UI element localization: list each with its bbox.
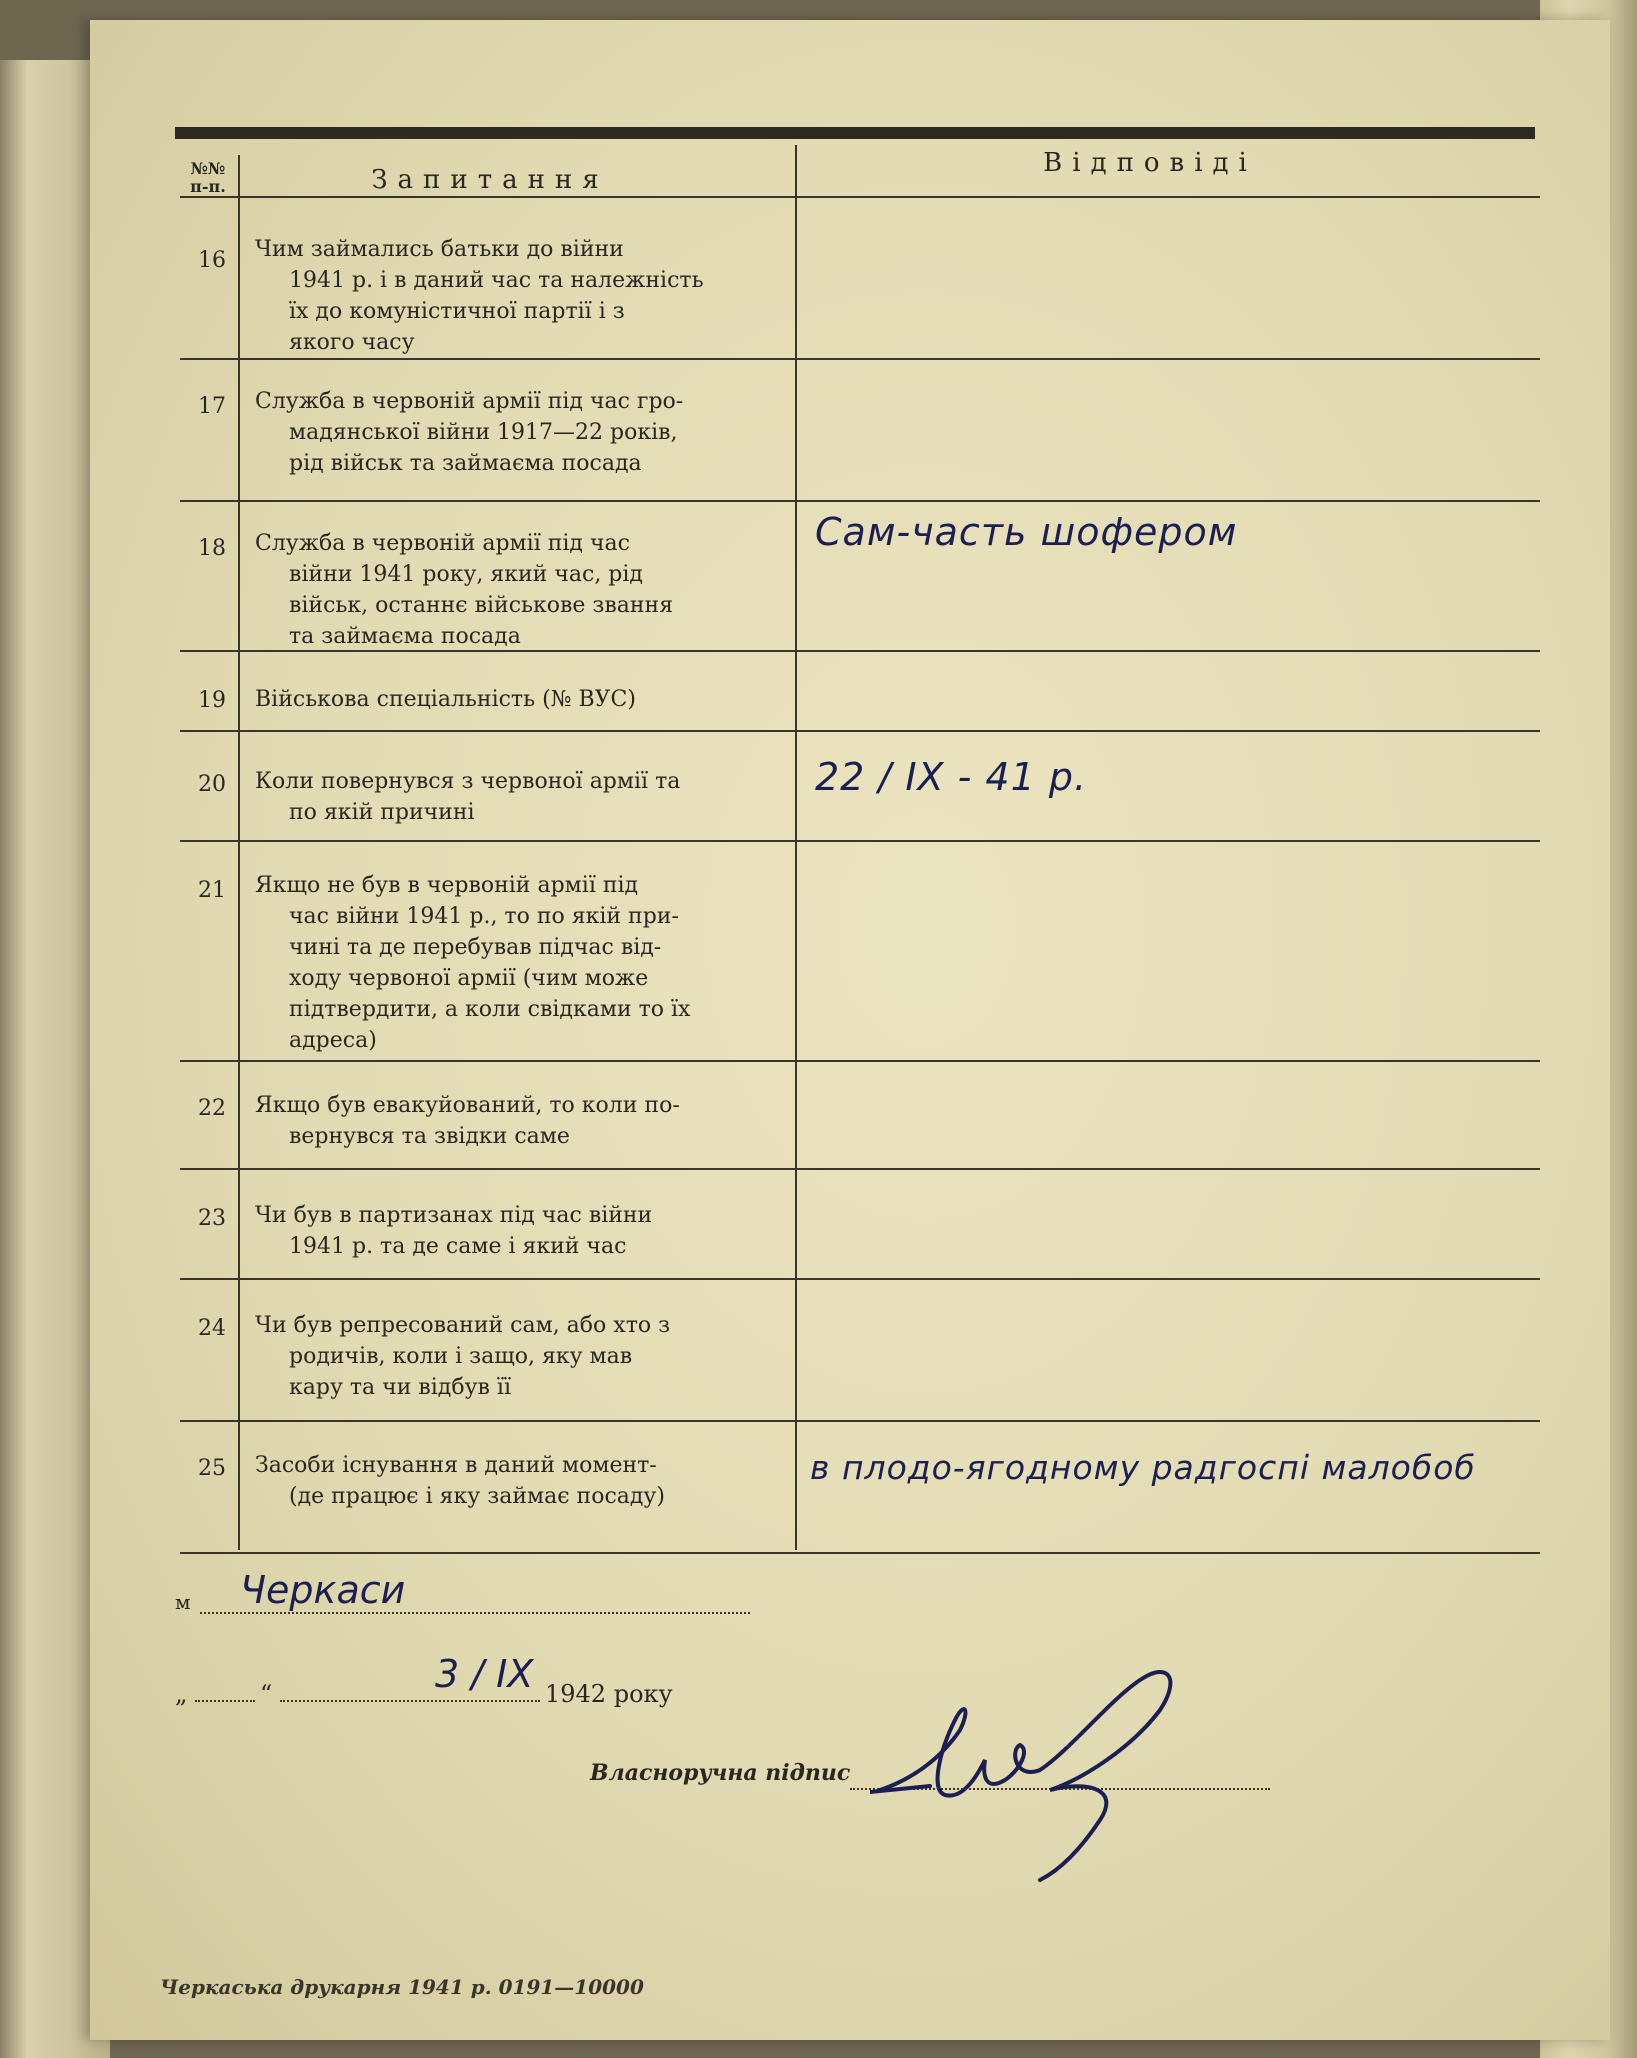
row-question: Чи був в партизанах під час війни 1941 р. та де саме і який час: [255, 1203, 653, 1259]
form-page: [90, 20, 1610, 2040]
answer-handwritten: Сам-часть шофером: [815, 510, 1238, 554]
date-close-quote: “: [260, 1680, 273, 1708]
row-separator: [180, 1060, 1540, 1062]
row-separator: [180, 730, 1540, 732]
row-question: Чи був репресований сам, або хто з родичів, коли і защо, яку мав кару та чи відбув її: [255, 1313, 671, 1400]
row-number: 23: [198, 1206, 226, 1231]
column-divider-answer: [795, 145, 797, 1550]
row-question: Служба в червоній армії під час війни 1941 року, який час, рід військ, останнє військове звання та займаєма посада: [255, 531, 674, 649]
row-question: Засоби існування в даний момент- (де працює і яку займає посаду): [255, 1453, 665, 1509]
city-handwritten: Черкаси: [240, 1568, 406, 1612]
header-number-label: №№ п-п.: [190, 159, 226, 196]
row-number: 16: [198, 248, 226, 273]
row-separator: [180, 840, 1540, 842]
row-number: 18: [198, 536, 226, 561]
row-number: 25: [198, 1456, 226, 1481]
signature-label: Власноручна підпис: [590, 1760, 851, 1786]
printer-imprint: Черкаська друкарня 1941 р. 0191—10000: [160, 1975, 644, 1999]
row-question: Коли повернувся з червоної армії та по якій причині: [255, 769, 681, 825]
row-separator: [180, 358, 1540, 360]
row-question: Чим займались батьки до війни 1941 р. і в даний час та належність їх до комуністичної партії і з якого часу: [255, 237, 704, 355]
city-prefix: м: [175, 1590, 191, 1614]
date-handwritten: 3 / IX: [435, 1652, 534, 1696]
row-question: Військова спеціальність (№ ВУС): [255, 687, 636, 712]
row-separator: [180, 1168, 1540, 1170]
row-separator: [180, 1420, 1540, 1422]
row-number: 21: [198, 878, 226, 903]
row-number: 17: [198, 394, 226, 419]
row-number: 20: [198, 772, 226, 797]
city-dotted-line: [200, 1612, 750, 1614]
row-question: Служба в червоній армії під час гро- мадянської війни 1917—22 років, рід військ та займаєма посада: [255, 389, 684, 476]
date-month-dotted-line: [280, 1700, 540, 1702]
header-bottom-rule: [180, 196, 1540, 198]
row-separator: [180, 1278, 1540, 1280]
answer-handwritten: 22 / IX - 41 р.: [815, 755, 1088, 799]
row-question: Якщо не був в червоній армії під час війни 1941 р., то по якій при- чині та де перебував підчас від- ходу червоної армії (чим може підтвердити, а коли свідками то їх адреса): [255, 873, 691, 1053]
header-answer-label: Відповіді: [1043, 148, 1257, 178]
row-question: Якщо був евакуйований, то коли по- вернувся та звідки саме: [255, 1093, 680, 1149]
answer-handwritten: в плодо-ягодному радгоспі малобоб: [810, 1448, 1476, 1487]
handwritten-signature: [870, 1640, 1190, 1890]
date-open-quote: „: [175, 1680, 188, 1708]
row-number: 22: [198, 1096, 226, 1121]
row-number: 24: [198, 1316, 226, 1341]
date-day-dotted-line: [195, 1700, 255, 1702]
header-question-label: Запитання: [371, 165, 609, 195]
date-year-text: 1942 року: [545, 1680, 673, 1708]
row-separator: [180, 1552, 1540, 1554]
row-separator: [180, 500, 1540, 502]
row-number: 19: [198, 688, 226, 713]
header-top-rule: [175, 127, 1535, 139]
